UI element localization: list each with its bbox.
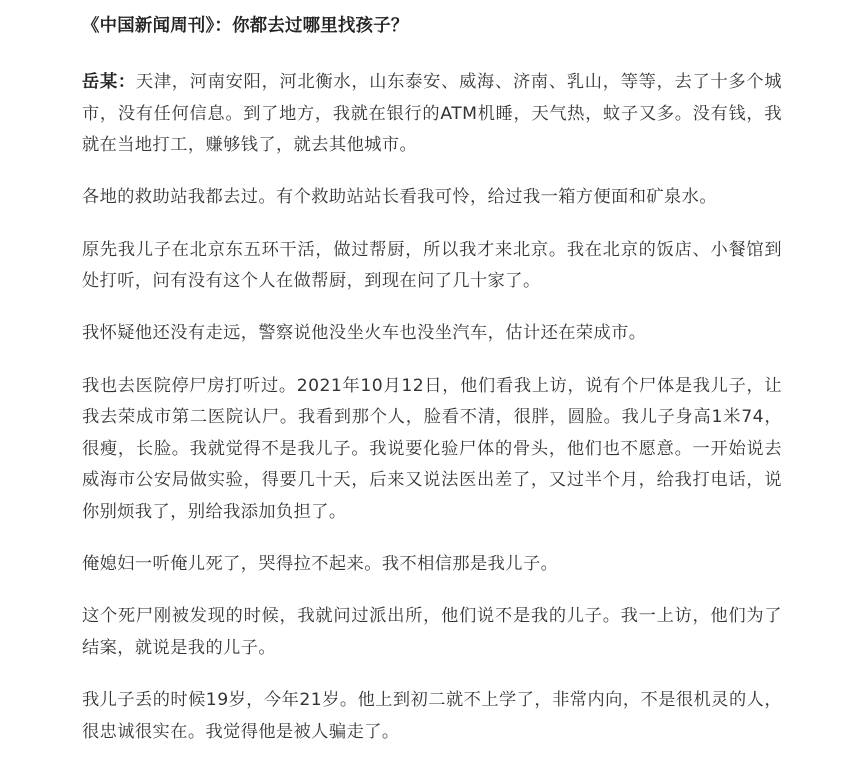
- answer-paragraph-4: 我怀疑他还没有走远，警察说他没坐火车也没坐汽车，估计还在荣成市。: [82, 323, 647, 344]
- answer-paragraph-7: 这个死尸刚被发现的时候，我就问过派出所，他们说不是我的儿子。我一上访，他们为了结案，就说是我的儿子。: [82, 606, 782, 658]
- answer-paragraph-8: 我儿子丢的时候19岁，今年21岁。他上到初二就不上学了，非常内向，不是很机灵的人，很忠诚很实在。我觉得他是被人骗走了。: [82, 690, 782, 742]
- answer-paragraph-1: [82, 67, 782, 162]
- answer-paragraph-5: 我也去医院停尸房打听过。2021年10月12日，他们看我上访，说有个尸体是我儿子，让我去荣成市第二医院认尸。我看到那个人，脸看不清，很胖，圆脸。我儿子身高1米74，很瘦，长脸。我就觉得不是我儿子。我说要化验尸体的骨头，他们也不愿意。一开始说去威海市公安局做实验，得要几十天，后来又说法医出差了，又过半个月，给我打电话，说你别烦我了，别给我添加负担了。: [82, 375, 782, 522]
- answer-paragraph-2: 各地的救助站我都去过。有个救助站站长看我可怜，给过我一箱方便面和矿泉水。: [82, 187, 717, 208]
- answer-paragraph-6: 俺媳妇一听俺儿死了，哭得拉不起来。我不相信那是我儿子。: [82, 554, 559, 575]
- interview-question: 《中国新闻周刊》：你都去过哪里找孩子？: [82, 16, 409, 36]
- answer-paragraph-3: 原先我儿子在北京东五环干活，做过帮厨，所以我才来北京。我在北京的饭店、小餐馆到处打听，问有没有这个人在做帮厨，到现在问了几十家了。: [82, 239, 782, 292]
- speaker-label: 岳某：: [82, 72, 136, 92]
- answer-text-1: 天津，河南安阳，河北衡水，山东泰安、威海、济南、乳山，等等，去了十多个城市，没有任何信息。到了地方，我就在银行的ATM机睡，天气热，蚊子又多。没有钱，我就在当地打工，赚够钱了，就去其他城市。: [82, 72, 782, 156]
